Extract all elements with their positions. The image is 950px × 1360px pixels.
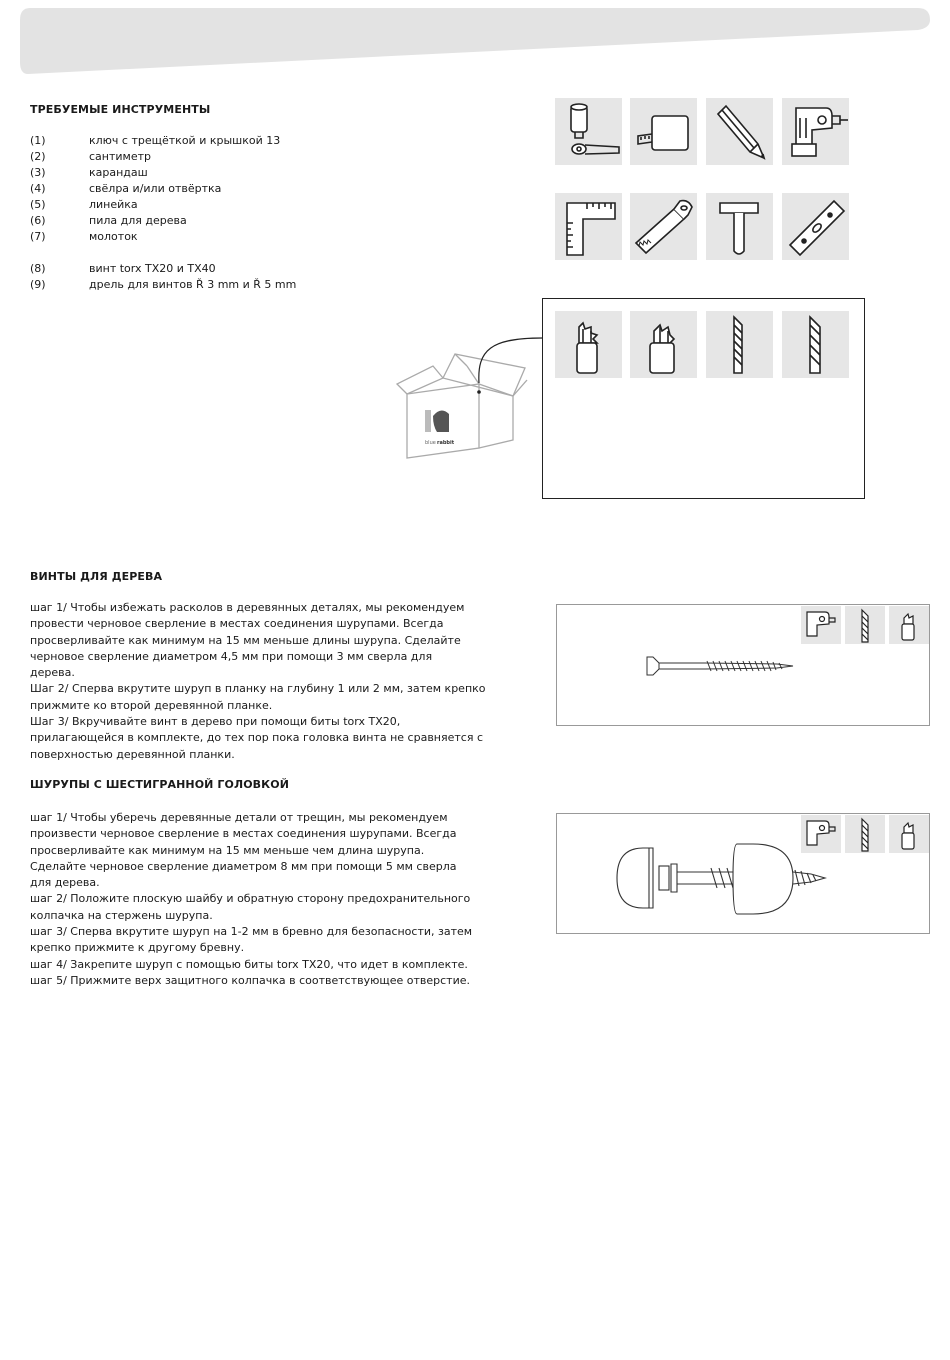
wood-screw-diagram xyxy=(556,604,930,726)
drill-bit-icon xyxy=(845,606,885,644)
drill-icon xyxy=(801,606,841,644)
torx-bit-icon xyxy=(630,311,697,378)
logo-word-blue: blue xyxy=(425,440,436,446)
hex-screws-heading: ШУРУПЫ С ШЕСТИГРАННОЙ ГОЛОВКОЙ xyxy=(30,778,289,791)
instruction-line: крепко прижмите к другому бревну. xyxy=(30,941,245,955)
tool-name: карандаш xyxy=(89,166,148,179)
instruction-line: шаг 2/ Положите плоскую шайбу и обратную сторону предохранительного xyxy=(30,892,471,906)
tool-name: дрель для винтов Ř 3 mm и Ř 5 mm xyxy=(89,278,297,291)
tool-name: ключ с трещёткой и крышкой 13 xyxy=(89,134,281,147)
drill-bit-icon xyxy=(845,815,885,853)
drill-bit-icon xyxy=(782,311,849,378)
instruction-line: черновое сверление диаметром 4,5 мм при помощи 3 мм сверла для xyxy=(30,649,433,663)
instruction-line: Шаг 3/ Вкручивайте винт в дерево при помощи биты torx TX20, xyxy=(30,715,401,729)
ratchet-wrench-icon xyxy=(555,98,622,165)
cardboard-box-illustration xyxy=(395,330,545,470)
tool-num: (2) xyxy=(30,150,46,163)
instruction-line: дерева. xyxy=(30,666,75,680)
tape-measure-icon xyxy=(630,98,697,165)
instruction-line: произвести черновое сверление в местах соединения шурупами. Всегда xyxy=(30,827,457,841)
tool-num: (7) xyxy=(30,230,46,243)
tools-list xyxy=(30,133,480,303)
tool-name: сантиметр xyxy=(89,150,151,163)
instruction-line: колпачка на стержень шурупа. xyxy=(30,908,213,922)
wood-screws-heading: ВИНТЫ ДЛЯ ДЕРЕВА xyxy=(30,570,163,583)
instruction-line: просверливайте как минимум на 15 мм меньше длины шурупа. Сделайте xyxy=(30,633,461,647)
pencil-icon xyxy=(706,98,773,165)
instruction-line: шаг 4/ Закрепите шуруп с помощью биты torx TX20, что идет в комплекте. xyxy=(30,957,468,971)
instruction-line: для дерева. xyxy=(30,876,100,890)
tool-name: винт torx TX20 и TX40 xyxy=(89,262,216,275)
hammer-icon xyxy=(706,193,773,260)
hex-screw-diagram xyxy=(556,813,930,934)
hex-screws-instructions xyxy=(30,810,475,989)
saw-icon xyxy=(630,193,697,260)
torx-bit-icon xyxy=(889,606,929,644)
tool-num: (8) xyxy=(30,262,46,275)
tool-name: свёлра и/или отвёртка xyxy=(89,182,222,195)
drill-icon xyxy=(782,98,849,165)
hex-screw-with-cap-icon xyxy=(613,838,833,918)
drill-bit-icon xyxy=(706,311,773,378)
tool-name: молоток xyxy=(89,230,138,243)
instruction-line: шаг 3/ Сперва вкрутите шуруп на 1-2 мм в бревно для безопасности, затем xyxy=(30,925,473,939)
header-band xyxy=(0,0,950,80)
instruction-line: шаг 5/ Прижмите верх защитного колпачка в соответствующее отверстие. xyxy=(30,973,470,987)
instruction-line: Шаг 2/ Сперва вкрутите шуруп в планку на глубину 1 или 2 мм, затем крепко xyxy=(30,682,486,696)
tool-num: (6) xyxy=(30,214,46,227)
instruction-line: провести черновое сверление в местах соединения шурупами. Всегда xyxy=(30,617,444,631)
torx-bit-icon xyxy=(555,311,622,378)
instruction-line: поверхностью деревянной планки. xyxy=(30,747,235,761)
tools-heading: ТРЕБУЕМЫЕ ИНСТРУМЕНТЫ xyxy=(30,103,211,116)
tool-num: (3) xyxy=(30,166,46,179)
instruction-line: Сделайте черновое сверление диаметром 8 мм при помощи 5 мм сверла xyxy=(30,859,457,873)
tool-name: пила для дерева xyxy=(89,214,187,227)
tool-name: линейка xyxy=(89,198,138,211)
spirit-level-icon xyxy=(782,193,849,260)
square-ruler-icon xyxy=(555,193,622,260)
tool-num: (9) xyxy=(30,278,46,291)
instruction-line: прилагающейся в комплекте, до тех пор пока головка винта не сравняется с xyxy=(30,731,483,745)
tool-num: (1) xyxy=(30,134,46,147)
torx-bit-icon xyxy=(889,815,929,853)
instruction-line: шаг 1/ Чтобы избежать расколов в деревянных деталях, мы рекомендуем xyxy=(30,601,465,614)
instruction-line: шаг 1/ Чтобы уберечь деревянные детали от трещин, мы рекомендуем xyxy=(30,811,448,824)
instruction-line: просверливайте как минимум на 15 мм меньше чем длина шурупа. xyxy=(30,843,425,857)
tool-num: (5) xyxy=(30,198,46,211)
instruction-line: прижмите ко второй деревянной планке. xyxy=(30,698,273,712)
wood-screw-icon xyxy=(645,651,805,681)
logo-word-rabbit: rabbit xyxy=(437,440,455,446)
tool-num: (4) xyxy=(30,182,46,195)
wood-screws-instructions xyxy=(30,600,486,763)
